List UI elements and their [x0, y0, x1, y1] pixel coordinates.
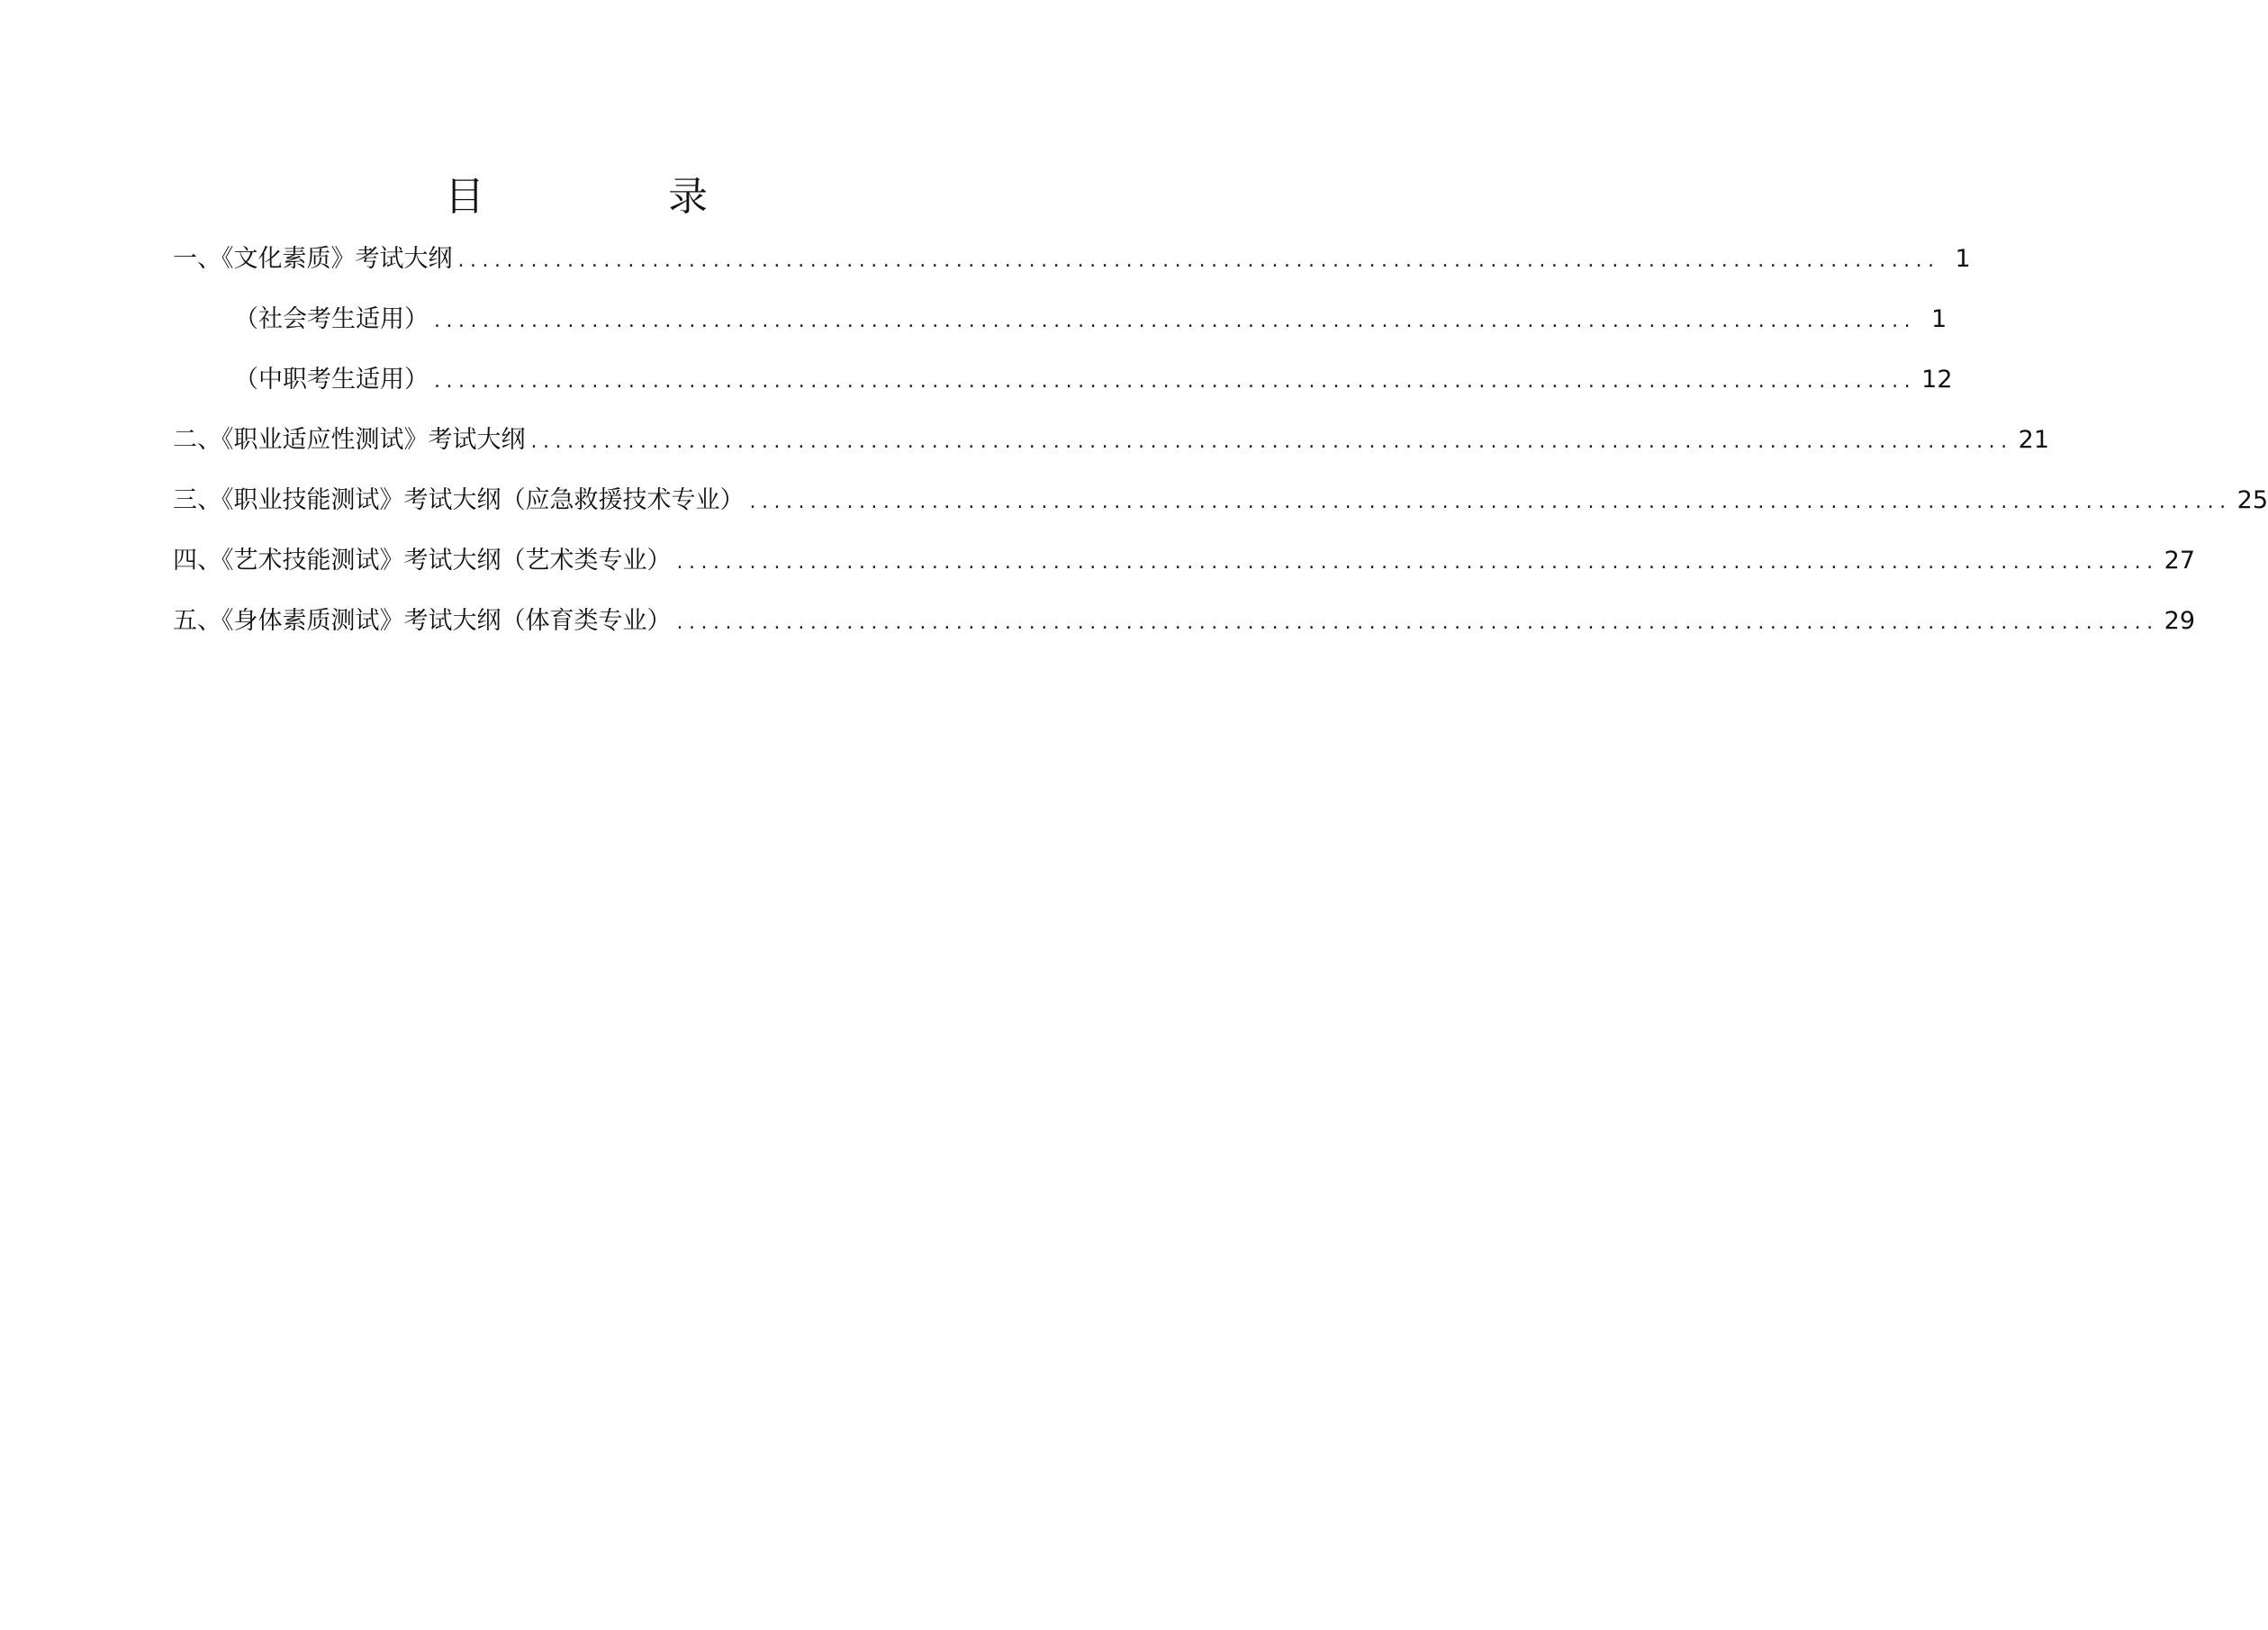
toc-dot-leader: .......................................................................................................................... [530, 430, 2013, 453]
toc-dot-leader: .......................................................................................................................... [676, 551, 2159, 574]
toc-entry-text: 三、《职业技能测试》考试大纲（应急救援技术专业） [173, 486, 745, 514]
table-of-contents [173, 238, 2268, 660]
toc-page-number: 12 [1921, 366, 1953, 394]
toc-entry-text: 四、《艺术技能测试》考试大纲（艺术类专业） [173, 547, 672, 575]
toc-entry-1[interactable] [173, 238, 1971, 298]
toc-page-number: 1 [1955, 245, 1971, 273]
toc-dot-leader: .......................................................................................................................... [749, 491, 2232, 513]
page-title: 目 录 [445, 174, 780, 221]
toc-entry-3[interactable] [173, 479, 2268, 539]
toc-page-number: 25 [2236, 486, 2268, 514]
toc-entry-text: 二、《职业适应性测试》考试大纲 [173, 426, 526, 454]
toc-page-number: 1 [1930, 305, 1947, 333]
toc-entry-text: （中职考生适用） [234, 366, 429, 394]
toc-dot-leader: .......................................................................................................................... [676, 611, 2159, 634]
toc-entry-2[interactable] [173, 419, 2050, 479]
toc-page-number: 27 [2164, 547, 2196, 575]
toc-entry-text: 一、《文化素质》考试大纲 [173, 245, 453, 273]
toc-page-number: 21 [2018, 426, 2050, 454]
toc-page-number: 29 [2164, 607, 2196, 635]
toc-entry-text: （社会考生适用） [234, 305, 429, 333]
toc-entry-1-sub-social[interactable] [173, 298, 1947, 358]
toc-entry-1-sub-vocational[interactable] [173, 358, 1953, 419]
toc-dot-leader: .......................................................................................................................... [434, 310, 1917, 332]
toc-dot-leader: .......................................................................................................................... [434, 370, 1917, 393]
toc-dot-leader: .......................................................................................................................... [457, 249, 1940, 272]
toc-entry-4[interactable] [173, 539, 2196, 600]
toc-entry-text: 五、《身体素质测试》考试大纲（体育类专业） [173, 607, 672, 635]
toc-entry-5[interactable] [173, 600, 2196, 660]
